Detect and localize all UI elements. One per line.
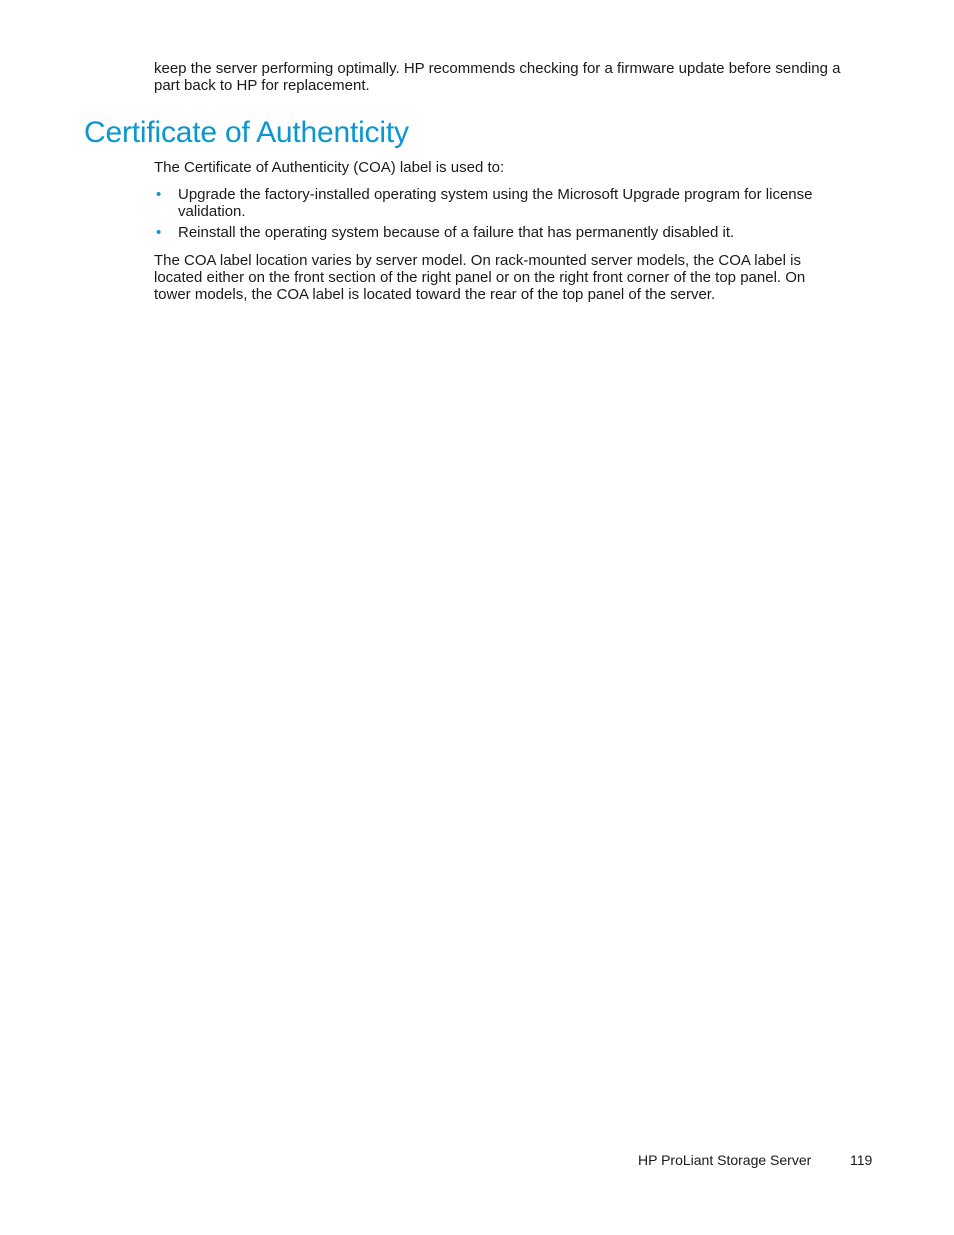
lead-paragraph: The Certificate of Authenticity (COA) label is used to: <box>154 159 505 176</box>
footer-title: HP ProLiant Storage Server <box>638 1152 812 1168</box>
list-item <box>154 186 854 220</box>
bullet-1-line-1: Upgrade the factory-installed operating system using the Microsoft Upgrade program for license <box>178 186 813 203</box>
closing-line-1: The COA label location varies by server model. On rack-mounted server models, the COA label is <box>154 252 801 269</box>
intro-line-1: keep the server performing optimally. HP recommends checking for a firmware update before sending a <box>154 60 841 77</box>
bullet-icon: • <box>156 224 162 241</box>
bullet-icon: • <box>156 186 162 203</box>
intro-line-2: part back to HP for replacement. <box>154 77 370 94</box>
page-number: 119 <box>850 1152 873 1168</box>
closing-line-2: located either on the front section of the right panel or on the right front corner of the top panel. On <box>154 269 806 286</box>
page-footer <box>0 1152 954 1172</box>
closing-line-3: tower models, the COA label is located toward the rear of the top panel of the server. <box>154 286 716 303</box>
bullet-list <box>154 186 854 245</box>
bullet-2-line-1: Reinstall the operating system because of a failure that has permanently disabled it. <box>178 224 735 241</box>
closing-paragraph <box>154 252 854 303</box>
list-item <box>154 224 854 241</box>
intro-paragraph <box>154 60 864 94</box>
section-heading: Certificate of Authenticity <box>84 116 409 149</box>
bullet-1-line-2: validation. <box>178 203 246 220</box>
